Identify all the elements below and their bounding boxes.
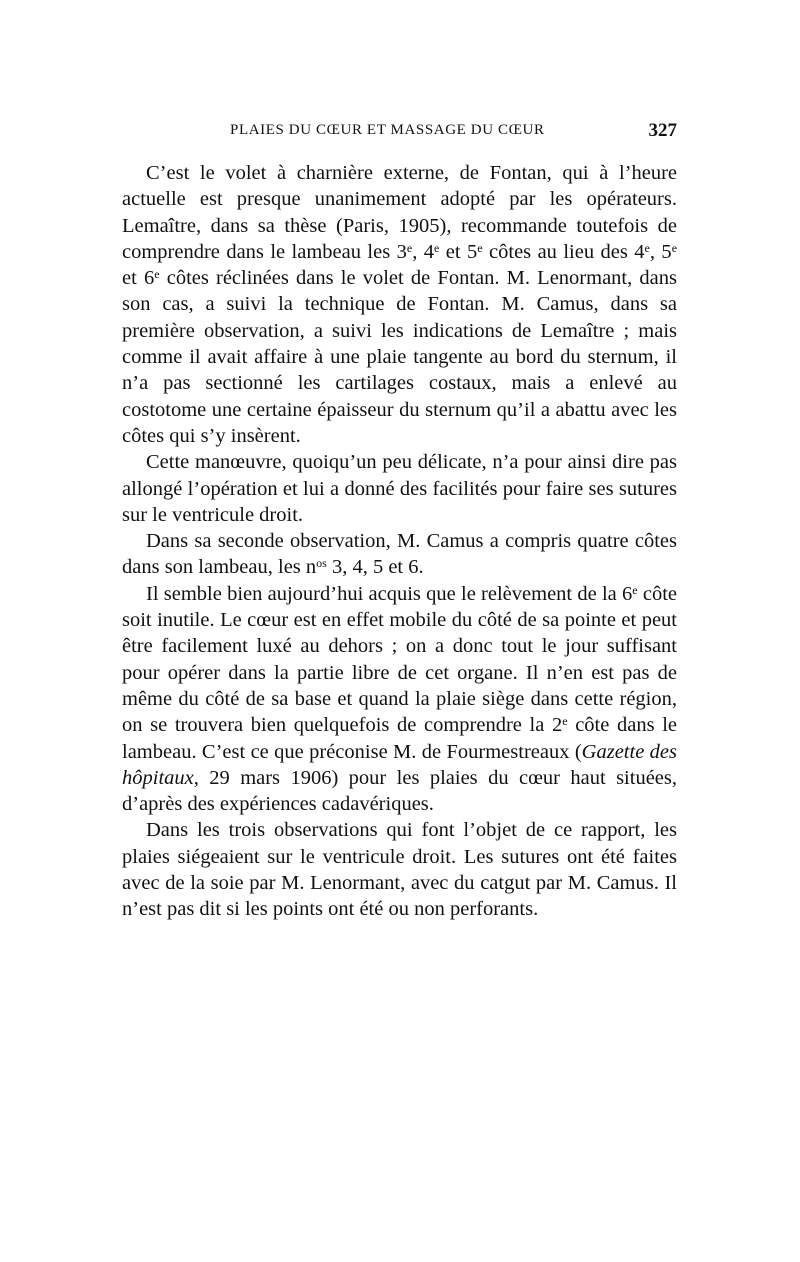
superscript: e [644, 240, 650, 255]
text-run: Il semble bien aujourd’hui acquis que le relèvement de la 6 [146, 582, 633, 605]
superscript: e [562, 714, 568, 729]
text-run: et 5 [439, 240, 478, 263]
running-title: PLAIES DU CŒUR ET MASSAGE DU CŒUR [230, 122, 545, 138]
paragraph-3 [122, 528, 677, 581]
text-run: 3, 4, 5 et 6. [326, 556, 424, 579]
paragraph-1 [122, 160, 677, 449]
text-run: côte dans le lambeau. C’est ce que préconise M. de Fourmestreaux ( [122, 714, 677, 763]
text-run: et 6 [122, 267, 155, 290]
paragraph-4 [122, 581, 677, 818]
text-run: C’est le volet à charnière externe, de Fontan, qui à l’heure actuelle est presque unanimement adopté par les opérateurs. Lemaître, dans sa thèse (Paris, 1905), recommande toutefois de comprendre dans le lambeau les 3 [122, 162, 677, 263]
superscript: e [434, 240, 440, 255]
superscript: e [477, 240, 483, 255]
text-run: côtes au lieu des 4 [482, 240, 645, 263]
text-run: côtes réclinées dans le volet de Fontan. M. Lenormant, dans son cas, a suivi la technique de Fontan. M. Camus, dans sa première observation, a suivi les indications de Lemaître ; mais comme il avait affaire à une plaie tangente au bord du sternum, il n’a pas sectionné les cartilages costaux, mais a enlevé au costotome une certaine épaisseur du sternum qu’il a abattu avec les côtes qui s’y insèrent. [122, 267, 677, 447]
paragraph-2: Cette manœuvre, quoiqu’un peu délicate, n’a pour ainsi dire pas allongé l’opération et lui a donné des facilités pour faire ses sutures sur le ventricule droit. [122, 451, 677, 526]
superscript: e [632, 582, 638, 597]
text-run: côte soit inutile. Le cœur est en effet mobile du côté de sa pointe et peut être facilement luxé au dehors ; on a donc tout le jour suffisant pour opérer dans la partie libre de cet organe. Il n’en est pas de même du côté de sa base et quand la plaie siège dans cette région, on se trouvera bien quelquefois de comprendre la 2 [122, 582, 677, 737]
body-text [122, 160, 677, 923]
italic-citation: Gazette des hôpitaux [122, 740, 677, 789]
superscript: e [154, 267, 160, 282]
superscript: os [316, 556, 327, 571]
paragraph-5: Dans les trois observations qui font l’objet de ce rapport, les plaies siégeaient sur le ventricule droit. Les sutures ont été faites avec de la soie par M. Lenormant, avec du catgut par M. Camus. Il n’est pas dit si les points ont été ou non perforants. [122, 819, 677, 921]
text-run: , 5 [649, 240, 672, 263]
text-run: , 4 [412, 240, 435, 263]
page-number: 327 [648, 120, 677, 141]
text-run: Dans sa seconde observation, M. Camus a compris quatre côtes dans son lambeau, les n [122, 530, 677, 579]
superscript: e [406, 240, 413, 255]
text-run: , 29 mars 1906) pour les plaies du cœur haut situées, d’après des expériences cadavériques. [122, 766, 677, 816]
superscript: e [671, 240, 678, 255]
running-head [122, 120, 677, 144]
